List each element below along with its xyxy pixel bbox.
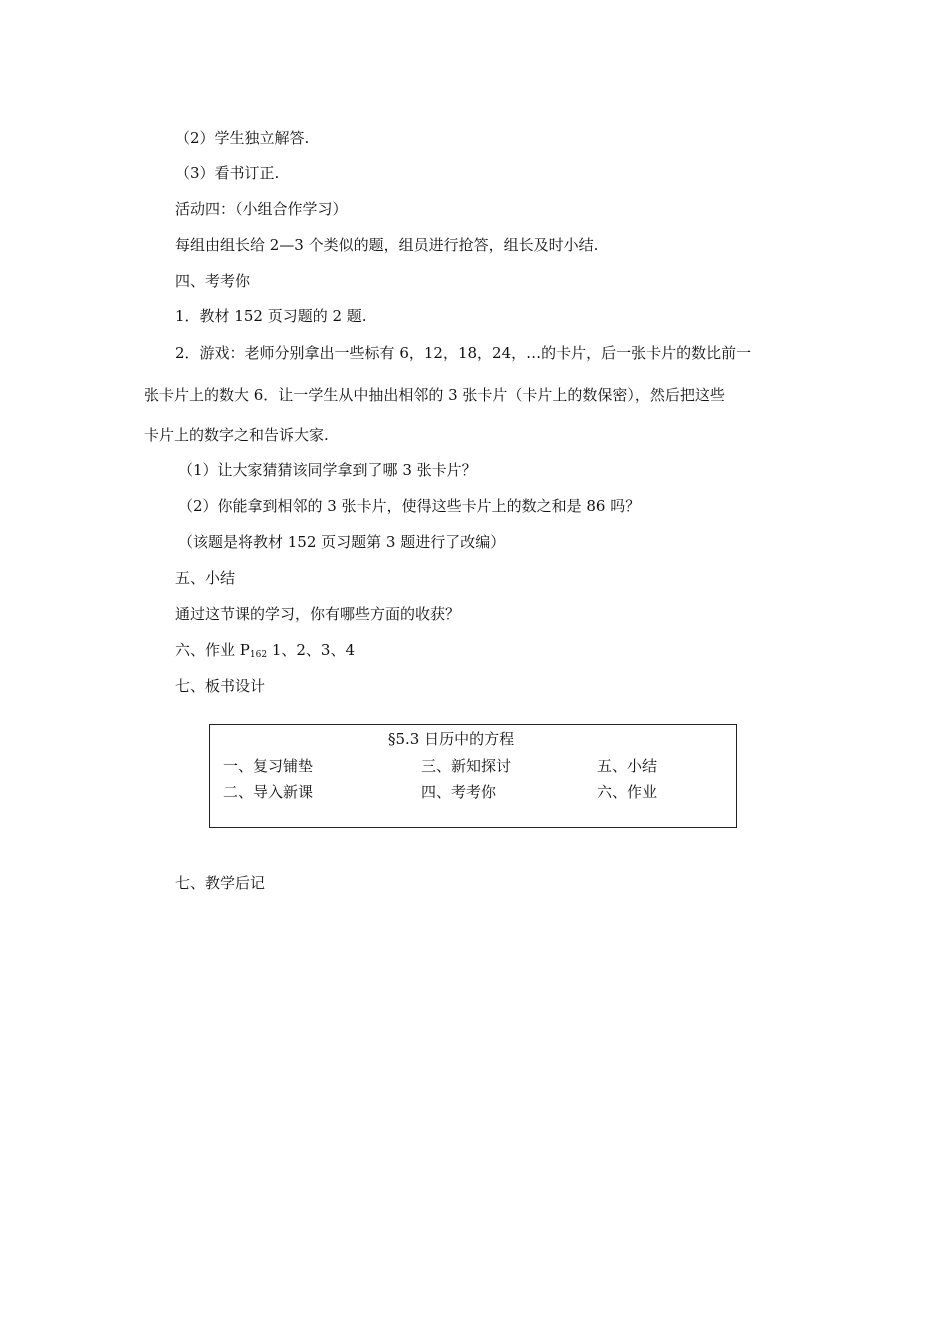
board-item: 四、考考你 [421, 783, 497, 801]
text-line: （1）让大家猜猜该同学拿到了哪 3 张卡片？ [178, 461, 477, 479]
text-line: （2）学生独立解答. [175, 129, 310, 147]
homework-line [175, 640, 355, 665]
text-line: 活动四：（小组合作学习） [175, 200, 348, 218]
text-line: （该题是将教材 152 页习题第 3 题进行了改编） [178, 533, 506, 551]
board-item: 五、小结 [597, 757, 658, 775]
text-line: 每组由组长给 2—3 个类似的题，组员进行抢答，组长及时小结. [175, 236, 599, 254]
text-line: 通过这节课的学习，你有哪些方面的收获？ [175, 605, 461, 623]
text-line: （2）你能拿到相邻的 3 张卡片，使得这些卡片上的数之和是 86 吗？ [178, 497, 641, 515]
board-design-box [209, 724, 737, 828]
board-item: 六、作业 [597, 783, 658, 801]
board-item: 一、复习铺垫 [223, 757, 314, 775]
section-heading: 四、考考你 [175, 272, 251, 290]
text-line: （3）看书订正. [175, 164, 280, 182]
section-heading: 五、小结 [175, 569, 236, 587]
page-subscript: 162 [249, 650, 268, 660]
section-heading: 七、板书设计 [175, 677, 266, 695]
text-line: 1．教材 152 页习题的 2 题. [175, 307, 367, 325]
board-item: 三、新知探讨 [421, 757, 512, 775]
text-line: 张卡片上的数大 6．让一学生从中抽出相邻的 3 张卡片（卡片上的数保密），然后把这些 [144, 386, 725, 404]
homework-prefix: 六、作业 P [175, 641, 250, 659]
section-heading: 七、教学后记 [175, 874, 266, 892]
text-line: 卡片上的数字之和告诉大家. [144, 426, 329, 444]
text-line: 2．游戏：老师分别拿出一些标有 6，12，18，24，…的卡片，后一张卡片的数比前一 [175, 344, 752, 362]
board-title: §5.3 日历中的方程 [388, 730, 515, 748]
board-item: 二、导入新课 [223, 783, 314, 801]
homework-items: 1、2、3、4 [267, 641, 356, 659]
